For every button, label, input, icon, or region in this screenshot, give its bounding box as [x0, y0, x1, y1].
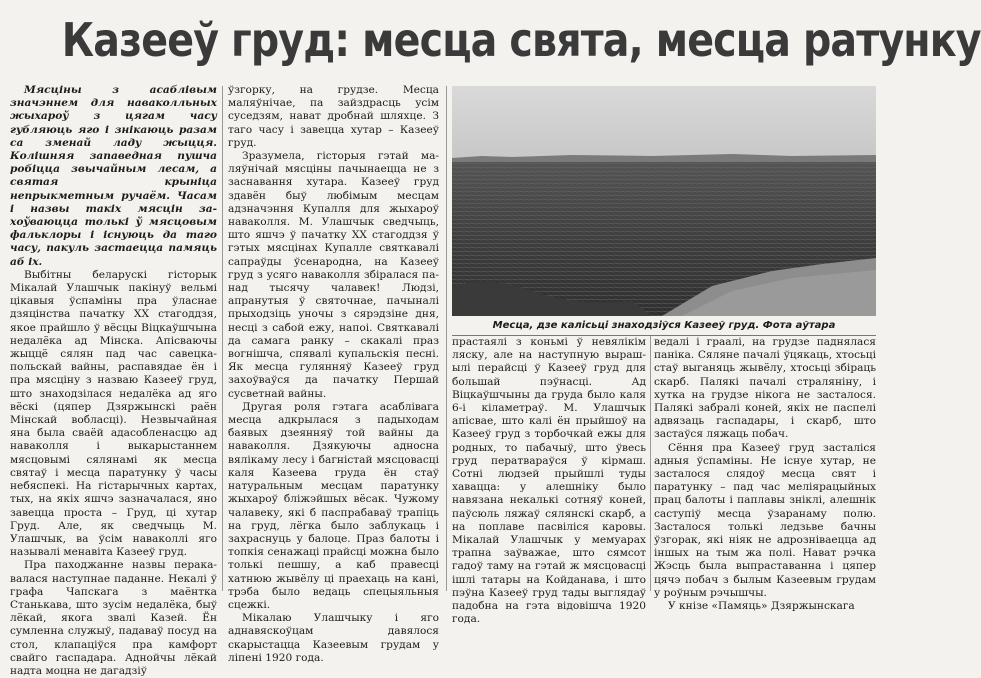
body-paragraph: Мікалаю Улашчыку і яго аднавяскоўцам давялося скарыстацца Казеевым грудам у ліпені 1920 года. — [228, 612, 439, 664]
article-column-1 — [10, 84, 217, 677]
field-photo — [452, 86, 876, 316]
body-paragraph: Выбітны беларускі гісторык Мікалай Улашчык пакінуў вельмі цікавыя ўспаміны пра ўласнае дзяцінства пачатку XX стагоддзя, якое прайшло ў вёсцы Віцкаўшчына недалёка ад Мінска. Апісваючы жыццё сялян пад час савецка-польскай вайны, распавядае ён і пра мясціну з назваю Казееў груд, што знаходзілася недалёка ад яго вёскі (цяпер Дзяржынскі раён Мінскай вобласці). Незвычайная яна была сваёй адасобленасцю ад наваколля і выкарыстаннем мясцовымі сялянамі як месца святаў і месца паратунку ў часы небяспекі. На гістарычных картах, тых, на якіх яшчэ зазначалася, яно завецца проста – Груд, ці хутар Груд. Але, як сведчыць М. Улашчык, ва ўсім наваколлі яго называлі менавіта Казееў груд. — [10, 268, 217, 559]
headline: Казееў груд: месца свята, месца ратунку — [61, 13, 981, 67]
body-paragraph: Зразумела, гісторыя гэтай маляўнічай мясціны пачынаецца не з заснавання хутара. Казееў груд здавён быў любімым месцам адзначэння Купалля для жыхароў наваколля. М. Улашчык сведчыць, што яшчэ ў пачатку XX стагоддзя ў гэтых мясцінах Купалле святкавалі сапраўды ўсенародна, на Казееў груд з усяго наваколля збіралася па-над тысячу чалавек! Людзі, апранутыя ў святочнае, пачыналі прыходзіць уночы з сярэдзіне дня, несці з сабой ежу, напоі. Святкавалі да самага ранку – скакалі праз вогнішча, спявалі купальскія песні. Як месца гулянняў Казееў груд захоўваўся да пачатку Першай сусветнай вайны. — [228, 150, 439, 400]
body-paragraph: Пра паходжанне назвы перакавалася наступнае паданне. Некалі ў графа Чапскага з маёнтка Станькава, што зусім недалёка, быў лёкай, якога звалі Казей. Ён сумленна служыў, падаваў посуд на стол, клапаціўся пра камфорт свайго гаспадара. Аднойчы лёкай надта моцна не дагадзіў — [10, 559, 217, 677]
body-paragraph: Другая роля гэтага асаблівага месца адкрылася з падыходам баявых дзеянняў той вайны да наваколля. Дзякуючы адносна вялікаму лесу і багністай мясцовасці каля Казеева груда ён стаў натуральным месцам паратунку жыхароў бліжэйшых вёсак. Чужому чалавеку, які б паспрабаваў трапіць на груд, лёгка было заблукаць і захраснуць у балоце. Праз балоты і топкія сенажаці прайсці можна было толькі пешшу, а каб правесці хатнюю жывёлу ці праехаць на кані, трэба было ведаць спецыяльныя сцежкі. — [228, 400, 439, 611]
column-divider — [446, 86, 447, 591]
lead-paragraph: Мясціны з асаблівым значэннем для наваколльных жыхароў з цягам часу губляюць ягo і знікаюць разам са зменай ладу жыцця. Колішняя запаведная пушча робіцца звычайным лесам, а святая крыніца непрыкметным ручаём. Часам і назвы такіх мясцін захоўваюцца толькі ў мясцовым фальклоры і існуюць да таго часу, пакуль застаецца памяць аб іх. — [10, 84, 217, 268]
body-paragraph: ведалі і граалі, на грудзе паднялася паніка. Сяляне пачалі ўцякаць, хтосьці стаў выганяць жывёлу, хтосьці збіраць скарб. Палякі пачалі страляніну, і хутка на грудзе нікога не засталося. Палякі забралі коней, якіх не паспелі адвязаць гаспадары, і скарб, што застаўся ляжаць побач. — [654, 336, 876, 441]
column-divider — [650, 336, 651, 591]
article-column-3 — [452, 336, 646, 626]
body-paragraph: прастаялі з коньмі ў невялікім ляску, але на наступную вырашылі перайсці ў Казееў груд для большай пэўнасці. Ад Віцкаўшчыны да груда было каля 6-і кіламетраў. М. Улашчык апісвае, што калі ён прыйшоў на Казееў груд з торбочкай ежы для родных, то пабачыў, што ўвесь груд ператвараўся ў кірмаш. Сотні людзей прыйшлі туды хавацца: у алешніку было навязана некалькі сотняў коней, паўсюль ляжаў сялянскі скарб, а на поплаве пасвіліся каровы. Мікалай Улашчык у мемуарах трапна заўважае, што сямсот гадоў таму на гэтай ж мясцовасці ішлі татары на Койданава, і што пэўна Казееў груд тады выглядаў падобна на гэта відовішча 1920 года. — [452, 336, 646, 626]
body-paragraph: ўзгорку, на грудзе. Месца маляўнічае, па зайздрасць усім суседзям, нават дробнай шляхце. З таго часу і завецца хутар – Казееў груд. — [228, 84, 439, 149]
body-paragraph: У кнізе «Памяць» Дзяржынскага — [668, 600, 855, 613]
photo-caption: Месца, дзе калісьці знаходзіўся Казееў груд. Фота аўтара — [492, 320, 836, 331]
article-column-2 — [228, 84, 439, 664]
body-paragraph: Сёння пра Казееў груд засталіся адныя ўспаміны. Не існуе хутар, не засталося слядоў месца свят і паратунку – пад час меліярацыйных прац балоты і паплавы зніклі, алешнік саступіў месца ўзаранаму полю. Засталося толькі ледзьве бачны ўзгорак, які ніяк не адрозніваецца ад іншых на тым жа полі. Нават рэчка Жэсць была выпраставанна і цяпер цячэ побач з былым Казеевым грудам у роўным рэчышчы. — [654, 441, 876, 599]
column-divider — [222, 86, 223, 591]
article-column-4 — [654, 336, 876, 613]
